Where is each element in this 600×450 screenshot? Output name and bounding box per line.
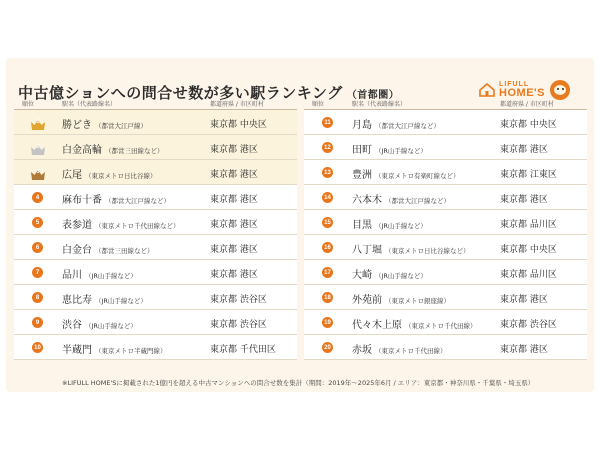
area-cell: 東京都 渋谷区 <box>210 295 267 305</box>
title-subtitle: （首都圏） <box>346 90 400 101</box>
station-cell <box>352 191 450 206</box>
area-cell: 東京都 港区 <box>500 195 548 205</box>
area-cell: 東京都 港区 <box>210 145 258 155</box>
station-cell <box>352 116 440 131</box>
station-name: 六本木 <box>352 195 382 206</box>
table-row <box>14 185 297 210</box>
silver-crown-icon <box>30 141 46 153</box>
rank-badge: 17 <box>322 267 333 278</box>
station-cell <box>352 291 450 306</box>
station-name: 外苑前 <box>352 295 382 306</box>
station-line: （JR山手線など） <box>85 272 137 280</box>
station-cell <box>352 141 427 156</box>
table-row <box>304 285 587 310</box>
area-cell: 東京都 中央区 <box>500 120 557 130</box>
station-name: 麻布十番 <box>62 195 102 206</box>
area-cell: 東京都 港区 <box>210 220 258 230</box>
logo-line2: HOME'S <box>499 87 545 99</box>
area-cell: 東京都 港区 <box>210 270 258 280</box>
station-line: （東京メトロ有楽町線など） <box>375 172 460 180</box>
header <box>10 68 578 102</box>
station-cell <box>352 241 470 256</box>
station-line: （都営三田線など） <box>105 147 164 155</box>
station-name: 勝どき <box>62 120 92 131</box>
table-header <box>14 98 297 110</box>
area-cell: 東京都 渋谷区 <box>500 320 557 330</box>
station-cell <box>352 316 477 331</box>
station-line: （東京メトロ日比谷線） <box>85 172 157 180</box>
station-name: 豊洲 <box>352 170 372 181</box>
station-line: （JR山手線など） <box>375 272 427 280</box>
rank-badge: 12 <box>322 142 333 153</box>
table-row <box>304 135 587 160</box>
table-row <box>304 335 587 360</box>
station-name: 白金台 <box>62 245 92 256</box>
station-name: 赤坂 <box>352 345 372 356</box>
table-row <box>304 185 587 210</box>
table-row <box>14 235 297 260</box>
rank-number: 3 <box>36 169 40 175</box>
station-line: （東京メトロ千代田線） <box>375 347 447 355</box>
station-cell <box>62 141 164 156</box>
station-name: 代々木上原 <box>352 320 402 331</box>
station-name: 品川 <box>62 270 82 281</box>
station-cell <box>62 341 167 356</box>
gold-crown-icon <box>30 116 46 128</box>
bronze-crown-icon <box>30 166 46 178</box>
station-line: （東京メトロ銀座線） <box>385 297 450 305</box>
station-name: 白金高輪 <box>62 145 102 156</box>
station-line: （東京メトロ半蔵門線） <box>95 347 167 355</box>
station-line: （JR山手線など） <box>85 322 137 330</box>
station-line: （都営大江戸線など） <box>385 197 450 205</box>
area-cell: 東京都 品川区 <box>500 270 557 280</box>
table-row <box>304 210 587 235</box>
station-line: （東京メトロ日比谷線など） <box>385 247 470 255</box>
house-icon <box>479 83 495 97</box>
table-row <box>304 310 587 335</box>
ranking-table-left <box>14 98 297 360</box>
station-cell <box>62 241 154 256</box>
rank-badge: 9 <box>32 317 43 328</box>
station-cell <box>352 166 460 181</box>
area-cell: 東京都 中央区 <box>210 120 267 130</box>
column-rank: 順位 <box>22 101 35 108</box>
rank-badge: 16 <box>322 242 333 253</box>
station-name: 広尾 <box>62 170 82 181</box>
rank-badge: 15 <box>322 217 333 228</box>
area-cell: 東京都 港区 <box>500 295 548 305</box>
station-cell <box>62 116 147 131</box>
area-cell: 東京都 港区 <box>210 195 258 205</box>
station-line: （都営大江戸線） <box>95 122 147 130</box>
column-area: 都道府県 / 市区町村 <box>500 101 554 108</box>
station-line: （JR山手線など） <box>95 297 147 305</box>
station-name: 恵比寿 <box>62 295 92 306</box>
area-cell: 東京都 港区 <box>210 245 258 255</box>
table-row <box>304 110 587 135</box>
area-cell: 東京都 渋谷区 <box>210 320 267 330</box>
table-row <box>14 335 297 360</box>
station-name: 田町 <box>352 145 372 156</box>
area-cell: 東京都 港区 <box>500 145 548 155</box>
rank-badge: 4 <box>32 192 43 203</box>
column-station: 駅名（代表路線名） <box>62 101 117 108</box>
area-cell: 東京都 江東区 <box>500 170 557 180</box>
station-line: （都営大江戸線など） <box>375 122 440 130</box>
logo-line1: LIFULL <box>499 81 530 88</box>
table-header <box>304 98 587 110</box>
station-line: （都営大江戸線など） <box>105 197 170 205</box>
station-name: 目黒 <box>352 220 372 231</box>
station-line: （都営三田線など） <box>95 247 154 255</box>
station-name: 表参道 <box>62 220 92 231</box>
table-row <box>304 160 587 185</box>
rank-badge: 8 <box>32 292 43 303</box>
mascot-icon <box>550 80 570 100</box>
table-row <box>304 260 587 285</box>
station-name: 大崎 <box>352 270 372 281</box>
footnote: ※LIFULL HOME'Sに掲載された1億円を超える中古マンションへの問合せ数を集計（期間：2019年～2025年6月 / エリア：東京都・神奈川県・千葉県・埼玉県） <box>62 379 535 387</box>
rank-badge: 18 <box>322 292 333 303</box>
station-cell <box>62 191 170 206</box>
rank-badge: 6 <box>32 242 43 253</box>
area-cell: 東京都 千代田区 <box>210 345 276 355</box>
title-text: 中古億ションへの問合せ数が多い駅ランキング <box>18 84 343 102</box>
station-line: （JR山手線など） <box>375 222 427 230</box>
station-cell <box>62 291 147 306</box>
station-line: （東京メトロ千代田線） <box>405 322 477 330</box>
table-row <box>304 235 587 260</box>
station-cell <box>352 216 427 231</box>
area-cell: 東京都 港区 <box>500 345 548 355</box>
station-name: 半蔵門 <box>62 345 92 356</box>
table-row <box>14 310 297 335</box>
rank-badge: 13 <box>322 167 333 178</box>
station-name: 渋谷 <box>62 320 82 331</box>
station-cell <box>62 216 180 231</box>
table-row <box>14 210 297 235</box>
table-row <box>14 160 297 185</box>
area-cell: 東京都 品川区 <box>500 220 557 230</box>
rank-number: 2 <box>36 144 40 150</box>
station-cell <box>62 166 157 181</box>
station-cell <box>62 316 137 331</box>
rank-badge: 14 <box>322 192 333 203</box>
column-rank: 順位 <box>312 101 325 108</box>
station-cell <box>62 266 137 281</box>
rank-badge: 11 <box>322 117 333 128</box>
station-cell <box>352 341 447 356</box>
rank-number: 1 <box>36 119 40 125</box>
rank-badge: 19 <box>322 317 333 328</box>
table-row <box>14 260 297 285</box>
table-row <box>14 285 297 310</box>
rank-badge: 5 <box>32 217 43 228</box>
column-area: 都道府県 / 市区町村 <box>210 101 264 108</box>
station-cell <box>352 266 427 281</box>
rank-badge: 7 <box>32 267 43 278</box>
ranking-table-right <box>304 98 587 360</box>
station-line: （JR山手線など） <box>375 147 427 155</box>
rank-badge: 20 <box>322 342 333 353</box>
area-cell: 東京都 港区 <box>210 170 258 180</box>
table-row <box>14 135 297 160</box>
rank-badge: 10 <box>32 342 43 353</box>
area-cell: 東京都 中央区 <box>500 245 557 255</box>
station-line: （東京メトロ千代田線など） <box>95 222 180 230</box>
station-name: 八丁堀 <box>352 245 382 256</box>
station-name: 月島 <box>352 120 372 131</box>
table-row <box>14 110 297 135</box>
column-station: 駅名（代表路線名） <box>352 101 407 108</box>
